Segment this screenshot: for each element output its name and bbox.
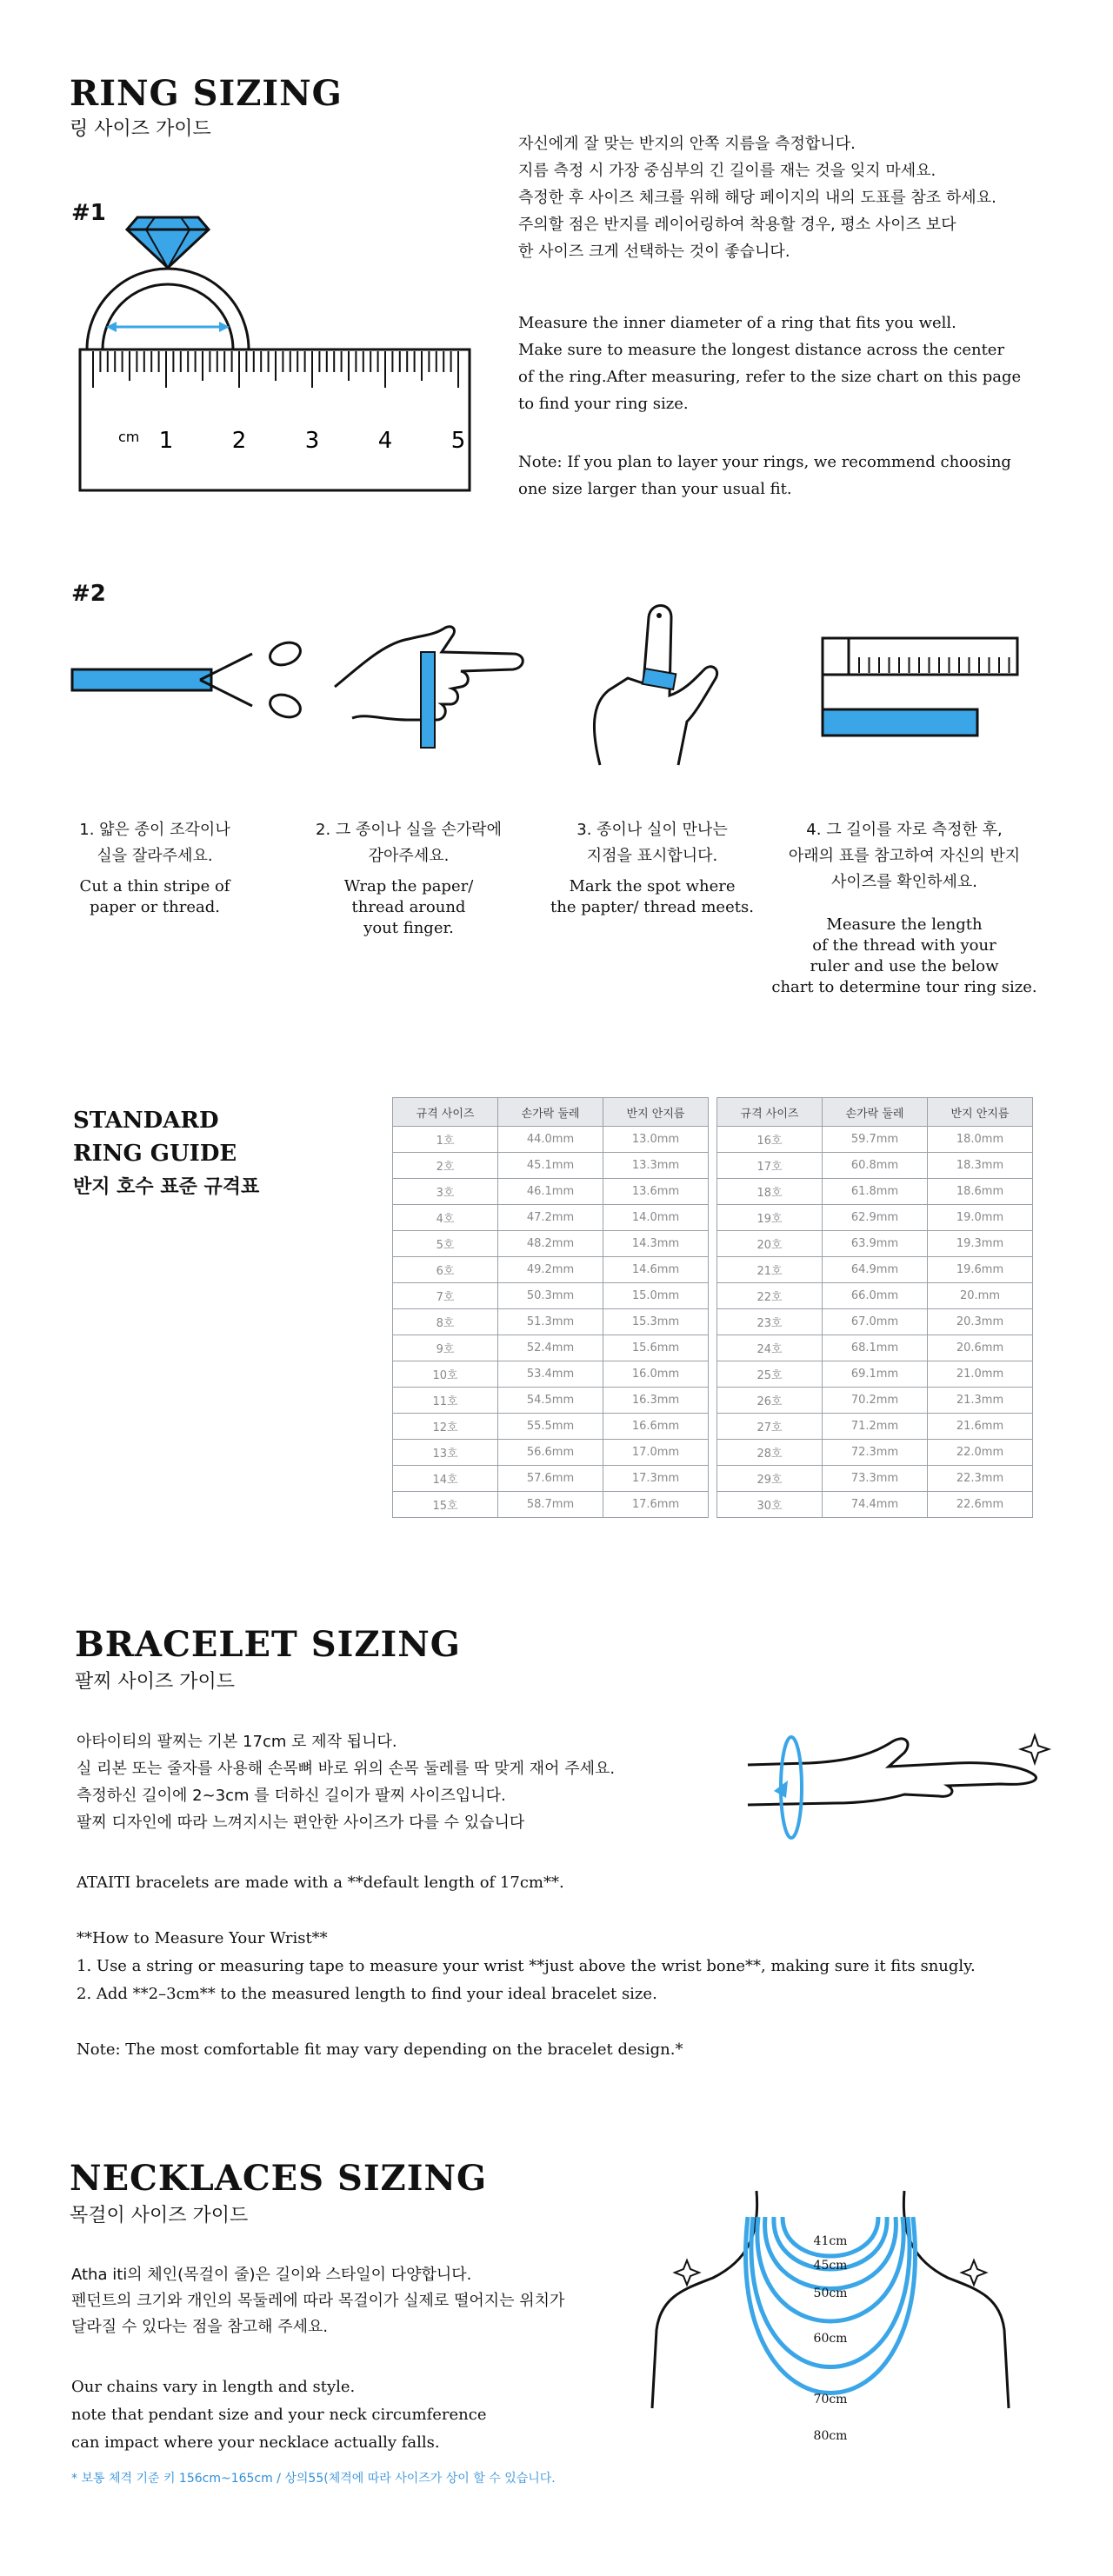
table-row [717, 1335, 1033, 1361]
table-row [393, 1466, 709, 1492]
step1-label: #1 [71, 200, 106, 226]
table-cell: 19호 [717, 1205, 823, 1231]
table-cell: 20.mm [928, 1283, 1033, 1309]
table-cell: 73.3mm [823, 1466, 928, 1492]
table-cell: 15.0mm [603, 1283, 709, 1309]
ring-ko-text: 자신에게 잘 맞는 반지의 안쪽 지름을 측정합니다. 지름 측정 시 가장 중심부의 긴 길이를 재는 것을 잊지 마세요. 측정한 후 사이즈 체크를 위해 해당 페이지의 내의 도표를 참조 하세요. 주의할 점은 반지를 레이어링하여 착용할 경우, 평소 사이즈 보다 한 사이즈 크게 선택하는 것이 좋습니다. [518, 135, 996, 261]
step2-label: #2 [71, 581, 106, 607]
table-cell: 69.1mm [823, 1361, 928, 1388]
table-cell: 47.2mm [498, 1205, 603, 1231]
table-row [393, 1127, 709, 1153]
table-cell: 67.0mm [823, 1309, 928, 1335]
table-cell: 45.1mm [498, 1153, 603, 1179]
table-row [393, 1231, 709, 1257]
table-cell: 53.4mm [498, 1361, 603, 1388]
table-row [717, 1492, 1033, 1518]
table-cell: 17.3mm [603, 1466, 709, 1492]
table-cell: 30호 [717, 1492, 823, 1518]
table-row [393, 1361, 709, 1388]
size-table-left [392, 1097, 709, 1518]
table-cell: 26호 [717, 1388, 823, 1414]
table-cell: 20호 [717, 1231, 823, 1257]
table-cell: 8호 [393, 1309, 498, 1335]
table-header: 규격 사이즈 [393, 1098, 498, 1127]
table-cell: 17호 [717, 1153, 823, 1179]
table-cell: 11호 [393, 1388, 498, 1414]
table-cell: 21.6mm [928, 1414, 1033, 1440]
table-cell: 15호 [393, 1492, 498, 1518]
table-row [717, 1309, 1033, 1335]
table-cell: 56.6mm [498, 1440, 603, 1466]
table-row [717, 1231, 1033, 1257]
table-cell: 49.2mm [498, 1257, 603, 1283]
step-2: 2. 그 종이나 실을 손가락에 감아주세요. Wrap the paper/ thread around yout finger. [316, 821, 502, 937]
table-row [717, 1440, 1033, 1466]
table-row [717, 1466, 1033, 1492]
bracelet-en-text: ATAITI bracelets are made with a **default length of 17cm**. **How to Measure Your Wrist** 1. Use a string or measuring tape to measure your wrist **just above the wrist bone**, making sure it fits snugly. 2. Add **2–3cm** to the measured length to find your ideal bracelet size. Note: The most comfortable fit may vary depending on the bracelet design.* [77, 1874, 976, 2059]
table-cell: 17.6mm [603, 1492, 709, 1518]
necklace-length-label: 41cm [813, 2234, 848, 2248]
table-cell: 12호 [393, 1414, 498, 1440]
table-cell: 14.6mm [603, 1257, 709, 1283]
table-cell: 22.3mm [928, 1466, 1033, 1492]
table-cell: 25호 [717, 1361, 823, 1388]
ruler-tick-label: 3 [304, 428, 320, 454]
table-cell: 29호 [717, 1466, 823, 1492]
necklace-en-text: Our chains vary in length and style. note that pendant size and your neck circumference can impact where your necklace actually falls. [71, 2378, 487, 2452]
scissors-strip-illustration [70, 643, 261, 739]
table-cell: 13호 [393, 1440, 498, 1466]
ring-ruler-illustration [77, 209, 477, 496]
necklace-length-label: 70cm [813, 2393, 848, 2406]
table-row [393, 1388, 709, 1414]
table-cell: 70.2mm [823, 1388, 928, 1414]
table-header: 반지 안지름 [928, 1098, 1033, 1127]
table-cell: 28호 [717, 1440, 823, 1466]
table-row [717, 1257, 1033, 1283]
table-row [393, 1309, 709, 1335]
table-header: 손가락 둘레 [498, 1098, 603, 1127]
table-cell: 16.6mm [603, 1414, 709, 1440]
table-cell: 7호 [393, 1283, 498, 1309]
table-row [717, 1205, 1033, 1231]
table-row [393, 1205, 709, 1231]
table-row [393, 1283, 709, 1309]
sparkle-icon [675, 2260, 699, 2285]
table-cell: 18호 [717, 1179, 823, 1205]
ruler-tick-label: 2 [231, 428, 247, 454]
table-cell: 4호 [393, 1205, 498, 1231]
table-cell: 15.6mm [603, 1335, 709, 1361]
step-1: 1. 얇은 종이 조각이나 실을 잘라주세요. Cut a thin stripe of paper or thread. [79, 821, 230, 916]
table-row [717, 1179, 1033, 1205]
ruler-unit: cm [118, 429, 140, 445]
table-cell: 20.6mm [928, 1335, 1033, 1361]
table-cell: 57.6mm [498, 1466, 603, 1492]
necklace-length-label: 50cm [813, 2286, 848, 2300]
table-row [717, 1388, 1033, 1414]
table-cell: 24호 [717, 1335, 823, 1361]
table-cell: 61.8mm [823, 1179, 928, 1205]
table-cell: 27호 [717, 1414, 823, 1440]
table-cell: 68.1mm [823, 1335, 928, 1361]
ruler-tick-label: 4 [377, 428, 393, 454]
wrist-measure-illustration [739, 1730, 1052, 1869]
table-cell: 50.3mm [498, 1283, 603, 1309]
table-cell: 20.3mm [928, 1309, 1033, 1335]
table-cell: 44.0mm [498, 1127, 603, 1153]
table-cell: 18.6mm [928, 1179, 1033, 1205]
table-cell: 63.9mm [823, 1231, 928, 1257]
necklace-subtitle: 목걸이 사이즈 가이드 [70, 2205, 249, 2227]
table-cell: 16.0mm [603, 1361, 709, 1388]
table-cell: 62.9mm [823, 1205, 928, 1231]
table-cell: 5호 [393, 1231, 498, 1257]
diamond-icon [127, 217, 209, 268]
table-cell: 64.9mm [823, 1257, 928, 1283]
table-cell: 15.3mm [603, 1309, 709, 1335]
ruler-tick-label: 5 [450, 428, 466, 454]
step-4: 4. 그 길이를 자로 측정한 후, 아래의 표를 참고하여 자신의 반지 사이즈를 확인하세요. Measure the length of the thread with your ruler and use the below chart to determine tour ring size. [771, 821, 1037, 996]
table-cell: 16.3mm [603, 1388, 709, 1414]
table-cell: 21.3mm [928, 1388, 1033, 1414]
table-cell: 13.6mm [603, 1179, 709, 1205]
necklace-title: NECKLACES SIZING [70, 2158, 488, 2199]
guide-title: STANDARD RING GUIDE [73, 1108, 237, 1167]
table-row [717, 1361, 1033, 1388]
wrap-finger-illustration [330, 617, 530, 756]
table-row [393, 1179, 709, 1205]
table-cell: 9호 [393, 1335, 498, 1361]
table-cell: 66.0mm [823, 1283, 928, 1309]
table-cell: 14호 [393, 1466, 498, 1492]
table-cell: 6호 [393, 1257, 498, 1283]
table-cell: 72.3mm [823, 1440, 928, 1466]
scissors-icon [200, 639, 303, 722]
table-header: 규격 사이즈 [717, 1098, 823, 1127]
necklace-ko-text: Atha iti의 체인(목걸이 줄)은 길이와 스타일이 다양합니다. 펜던트의 크기와 개인의 목둘레에 따라 목걸이가 실제로 떨어지는 위치가 달라질 수 있다는 점을 참고해 주세요. [71, 2266, 565, 2336]
table-cell: 46.1mm [498, 1179, 603, 1205]
table-cell: 19.6mm [928, 1257, 1033, 1283]
table-row [393, 1153, 709, 1179]
table-cell: 16호 [717, 1127, 823, 1153]
table-row [393, 1440, 709, 1466]
size-table-right [716, 1097, 1033, 1518]
table-row [717, 1414, 1033, 1440]
table-cell: 22호 [717, 1283, 823, 1309]
table-cell: 71.2mm [823, 1414, 928, 1440]
table-cell: 3호 [393, 1179, 498, 1205]
table-cell: 55.5mm [498, 1414, 603, 1440]
table-header: 반지 안지름 [603, 1098, 709, 1127]
table-cell: 13.0mm [603, 1127, 709, 1153]
ring-en-note: Note: If you plan to layer your rings, we recommend choosing one size larger than your usual fit. [518, 453, 1011, 498]
table-row [717, 1283, 1033, 1309]
table-cell: 14.3mm [603, 1231, 709, 1257]
table-cell: 18.3mm [928, 1153, 1033, 1179]
sparkle-icon [962, 2260, 986, 2285]
table-cell: 13.3mm [603, 1153, 709, 1179]
table-cell: 17.0mm [603, 1440, 709, 1466]
sparkle-icon [1021, 1735, 1049, 1763]
ring-en-text: Measure the inner diameter of a ring that fits you well. Make sure to measure the longest distance across the center of the ring.After measuring, refer to the size chart on this page to find your ring size. [518, 314, 1022, 413]
table-row [393, 1492, 709, 1518]
table-cell: 59.7mm [823, 1127, 928, 1153]
ruler-tick-label: 1 [158, 428, 174, 454]
table-cell: 14.0mm [603, 1205, 709, 1231]
table-cell: 21.0mm [928, 1361, 1033, 1388]
table-cell: 19.0mm [928, 1205, 1033, 1231]
table-cell: 22.6mm [928, 1492, 1033, 1518]
table-row [393, 1414, 709, 1440]
table-row [393, 1335, 709, 1361]
table-cell: 19.3mm [928, 1231, 1033, 1257]
measure-ruler-illustration [817, 635, 1026, 739]
table-cell: 1호 [393, 1127, 498, 1153]
table-cell: 52.4mm [498, 1335, 603, 1361]
necklace-footnote: * 보통 체격 기준 키 156cm~165cm / 상의55(체격에 따라 사이즈가 상이 할 수 있습니다. [71, 2472, 556, 2486]
table-cell: 74.4mm [823, 1492, 928, 1518]
necklace-length-label: 60cm [813, 2332, 848, 2346]
table-row [393, 1257, 709, 1283]
table-cell: 21호 [717, 1257, 823, 1283]
table-cell: 18.0mm [928, 1127, 1033, 1153]
ring-title: RING SIZING [70, 73, 343, 114]
necklace-length-label: 45cm [813, 2259, 848, 2273]
bracelet-ko-text: 아타이티의 팔찌는 기본 17cm 로 제작 됩니다. 실 리본 또는 줄자를 사용해 손목뼈 바로 위의 손목 둘레를 딱 맞게 재어 주세요. 측정하신 길이에 2~3cm 를 더하신 길이가 팔찌 사이즈입니다. 팔찌 디자인에 따라 느껴지시는 편안한 사이즈가 다를 수 있습니다 [77, 1733, 616, 1832]
table-cell: 2호 [393, 1153, 498, 1179]
table-row [717, 1153, 1033, 1179]
table-cell: 48.2mm [498, 1231, 603, 1257]
table-cell: 23호 [717, 1309, 823, 1335]
table-cell: 54.5mm [498, 1388, 603, 1414]
necklace-length-label: 80cm [813, 2429, 848, 2443]
table-cell: 22.0mm [928, 1440, 1033, 1466]
table-cell: 51.3mm [498, 1309, 603, 1335]
bracelet-title: BRACELET SIZING [75, 1624, 461, 1665]
table-header: 손가락 둘레 [823, 1098, 928, 1127]
table-row [717, 1127, 1033, 1153]
ring-subtitle: 링 사이즈 가이드 [70, 118, 211, 140]
table-cell: 58.7mm [498, 1492, 603, 1518]
table-cell: 60.8mm [823, 1153, 928, 1179]
necklace-illustration [652, 2182, 1017, 2478]
bracelet-subtitle: 팔찌 사이즈 가이드 [75, 1671, 236, 1693]
guide-subtitle: 반지 호수 표준 규격표 [73, 1176, 260, 1198]
step-3: 3. 종이나 실이 만나는 지점을 표시합니다. Mark the spot where the papter/ thread meets. [550, 821, 754, 916]
mark-spot-illustration [574, 600, 730, 774]
table-cell: 10호 [393, 1361, 498, 1388]
